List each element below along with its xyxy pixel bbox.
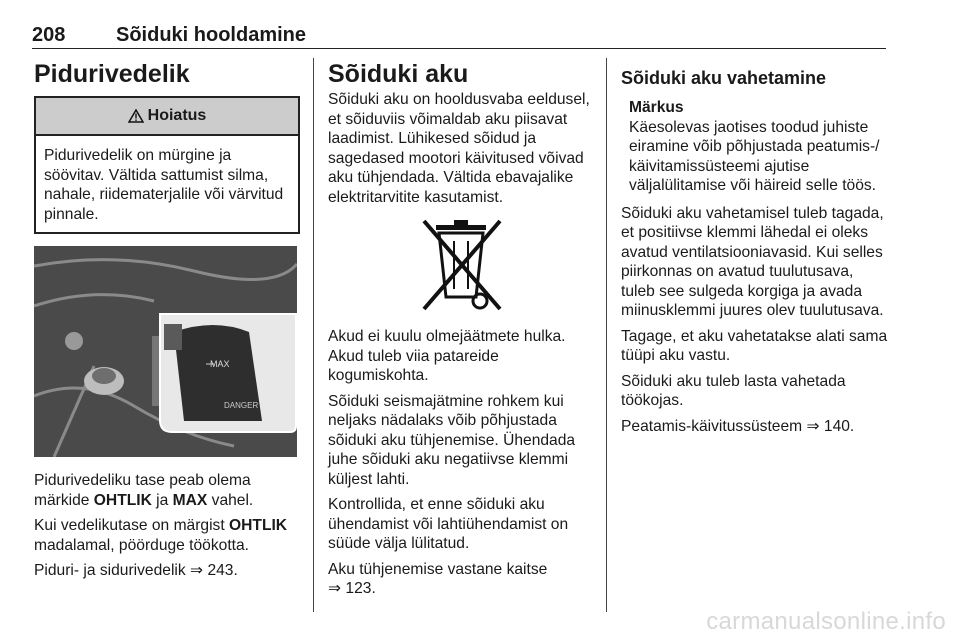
note-body: Käesolevas jaotises toodud juhiste eiramine võib põhjustada peatumis-/ käivitamissüsteemi ajutise väljalülitamise või häireid selle töös. <box>629 118 880 194</box>
paragraph: Sõiduki aku on hooldusvaba eeldusel, et sõiduviis võimaldab aku piisavat laadimist. Lühikesed sõidud ja sagedased mootori käivitused võivad aku tühjendada. Vältida ebavajalike elektritarvitite kasutamist. <box>328 91 590 206</box>
page-reference[interactable]: 140. <box>823 417 855 435</box>
paragraph: Kontrollida, et enne sõiduki aku ühendamist või lahtiühendamist on süüde välja lülitatud. <box>328 496 569 552</box>
cross-reference: Aku tühjenemise vastane kaitse ⇒ 123. <box>328 560 548 597</box>
warning-box <box>34 96 300 234</box>
section-title: Pidurivedelik <box>34 60 190 88</box>
paragraph: Tagage, et aku vahetatakse alati sama tüüpi aku vastu. <box>621 327 888 364</box>
crossed-out-bin-icon <box>416 215 506 315</box>
column-divider <box>313 58 314 612</box>
warning-header <box>36 98 298 136</box>
cross-reference: Peatamis-käivitussüsteem ⇒ 140. <box>621 417 855 435</box>
page-header <box>32 22 886 49</box>
warning-text: Pidurivedelik on mürgine ja söövitav. Vältida sattumist silma, nahale, riidematerjalile või värvitud pinnale. <box>44 147 284 223</box>
watermark: carmanualsonline.info <box>706 608 946 635</box>
chapter-title: Sõiduki hooldamine <box>116 24 307 46</box>
paragraph: Akud ei kuulu olmejäätmete hulka. Akud tuleb viia patareide kogumiskohta. <box>328 328 566 384</box>
danger-mark-label: DANGER <box>224 401 259 410</box>
warning-label: Hoiatus <box>147 107 207 124</box>
paragraph: Sõiduki seismajätmine rohkem kui neljaks nädalaks võib põhjustada sõiduki aku tühjenemise. Ühendada juhe sõiduki aku negatiivse klemmi küljest lahti. <box>328 392 576 488</box>
page-reference[interactable]: 243. <box>207 562 238 579</box>
column-battery-replacement <box>621 58 889 442</box>
column-vehicle-battery <box>328 58 594 605</box>
column-divider <box>606 58 607 612</box>
paragraph: Sõiduki aku vahetamisel tuleb tagada, et positiivse klemmi lähedal ei oleks avatud ventilatsiooniavasid. Kui selles piirkonnas on avatud tuulutusava, tuleb see sulgeda korgiga ja avada miinusklemmi juures olev tuulutusava. <box>621 204 884 319</box>
page-ref-arrow-icon: ⇒ <box>328 580 342 597</box>
cross-reference: Piduri- ja sidurivedelik ⇒ 243. <box>34 562 238 579</box>
page-number: 208 <box>32 24 66 46</box>
paragraph: Kui vedelikutase on märgist OHTLIK madalamal, pöörduge töökotta. <box>34 517 288 554</box>
warning-triangle-icon <box>128 109 144 123</box>
note-title: Märkus <box>629 99 684 116</box>
page-ref-arrow-icon: ⇒ <box>190 562 204 579</box>
brake-fluid-reservoir-image <box>34 246 297 457</box>
section-title: Sõiduki aku vahetamine <box>621 68 827 88</box>
paragraph: Pidurivedeliku tase peab olema märkide OHTLIK ja MAX vahel. <box>34 472 254 509</box>
page-reference[interactable]: 123. <box>345 580 376 597</box>
page-ref-arrow-icon: ⇒ <box>806 417 820 435</box>
max-mark-label: MAX <box>210 359 230 369</box>
column-brake-fluid <box>34 58 300 587</box>
section-title: Sõiduki aku <box>328 60 469 88</box>
paragraph: Sõiduki aku tuleb lasta vahetada töökojas. <box>621 372 846 409</box>
